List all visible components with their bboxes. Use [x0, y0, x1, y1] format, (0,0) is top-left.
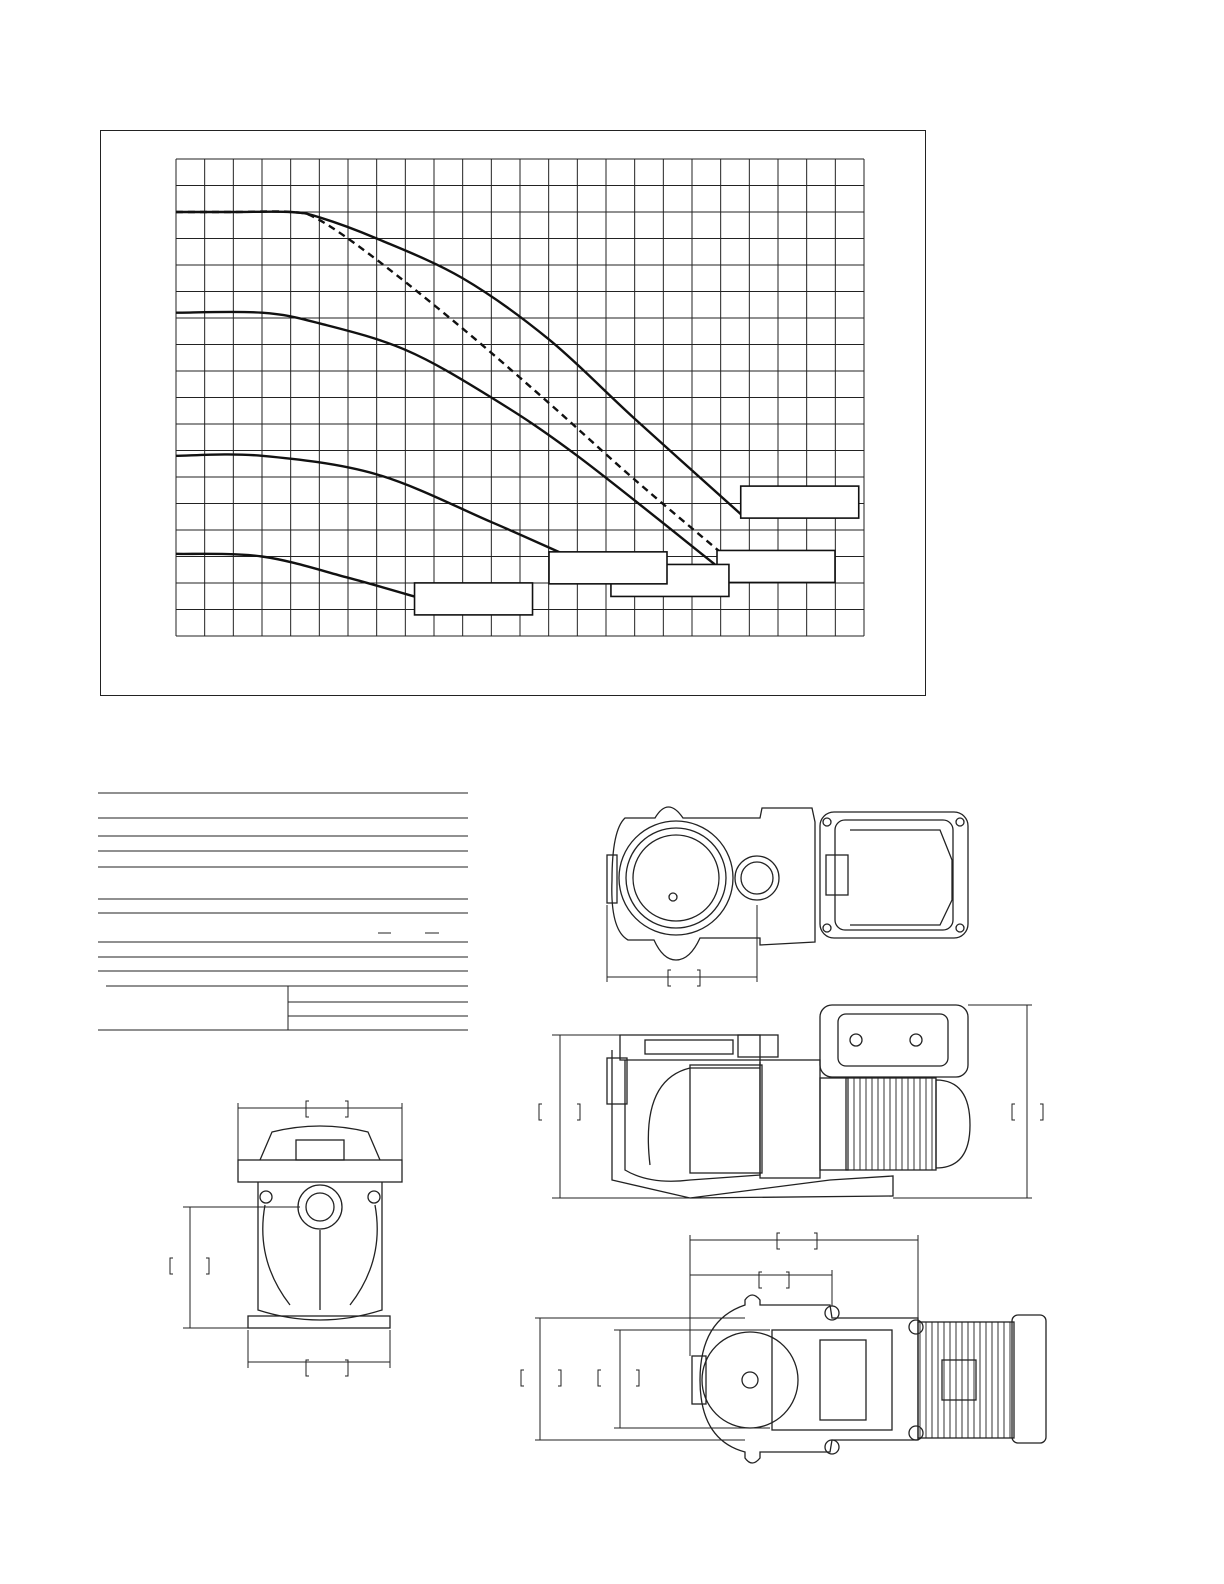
motor-cover-ridge [850, 830, 952, 925]
motor-end-cap-plan [1012, 1315, 1046, 1443]
pump-performance-chart [100, 130, 926, 696]
strainer-basket-housing [625, 1060, 760, 1181]
outlet-port-front [298, 1185, 342, 1229]
specification-table [98, 790, 468, 1035]
top-view-dimension [607, 905, 757, 986]
mount-bolt [909, 1426, 923, 1440]
performance-curve-3 [176, 312, 715, 565]
performance-curve-4 [176, 454, 563, 553]
drive-enclosure-side [820, 1005, 968, 1077]
plan-view-dimensions [521, 1233, 918, 1440]
pump-base [612, 1050, 893, 1198]
lid-handle [645, 1040, 733, 1054]
pump-housing-outline [612, 807, 815, 960]
motor-flange [820, 1078, 848, 1170]
mount-screw [956, 924, 964, 932]
motor-drive-inner [835, 820, 953, 930]
outlet-port-inner [741, 862, 773, 894]
performance-curve-2 [176, 211, 735, 564]
strainer-lid-inner [633, 835, 719, 921]
drive-screw [850, 1034, 862, 1046]
bolt-boss [260, 1191, 272, 1203]
motor-drive-enclosure [820, 812, 968, 938]
pump-front-view [238, 1126, 402, 1328]
outlet-port [735, 856, 779, 900]
seal-plate [760, 1060, 820, 1178]
volute-plan [772, 1330, 892, 1430]
mount-screw [823, 924, 831, 932]
front-view-dimensions [170, 1101, 402, 1376]
strainer-lid-side [620, 1035, 760, 1060]
lid-drain-hole [669, 893, 677, 901]
side-view-dimensions [539, 1005, 1043, 1198]
chart-curve-labels [415, 486, 859, 615]
motor-fins-plan [918, 1322, 1014, 1438]
lid-top-front [260, 1126, 380, 1160]
inlet-port [607, 855, 617, 903]
mount-screw [823, 818, 831, 826]
motor-end-cap [936, 1080, 970, 1168]
drive-connector [826, 855, 848, 895]
pump-side-view [607, 1005, 970, 1198]
chart-curves [176, 211, 741, 598]
curve-label-box-1 [741, 486, 859, 518]
pump-body-plan [700, 1295, 918, 1463]
strainer-center [742, 1372, 758, 1388]
basket-curve [648, 1068, 760, 1165]
performance-curve-1 [176, 212, 741, 514]
outlet-port-front-inner [306, 1193, 334, 1221]
curve-label-box-2 [717, 550, 835, 582]
mount-bolt [825, 1306, 839, 1320]
performance-curve-5 [176, 554, 423, 599]
mount-bolt [825, 1440, 839, 1454]
strainer-lid-ring [626, 828, 726, 928]
curve-label-box-4 [549, 552, 667, 584]
motor-junction [942, 1360, 976, 1400]
pump-body-front [258, 1182, 382, 1320]
motor-fins [846, 1078, 936, 1170]
volute-housing [690, 1065, 762, 1173]
base-plate-front [248, 1316, 390, 1328]
body-contour [263, 1205, 377, 1305]
inlet-port-plan [692, 1356, 706, 1404]
strainer-lid-outer [619, 821, 733, 935]
mount-bolt [909, 1320, 923, 1334]
mount-screw [956, 818, 964, 826]
pump-top-view [607, 807, 968, 960]
lid-flange-front [238, 1160, 402, 1182]
lid-lock-ring [738, 1035, 778, 1057]
seal-housing-plan [820, 1340, 866, 1420]
pump-plan-view [692, 1295, 1046, 1463]
chart-canvas [101, 131, 927, 697]
inlet-port-side [607, 1058, 627, 1104]
drive-screw [910, 1034, 922, 1046]
curve-label-box-5 [415, 583, 533, 615]
strainer-basket-plan [702, 1332, 798, 1428]
lid-handle-front [296, 1140, 344, 1160]
drive-enclosure-inner [838, 1014, 948, 1066]
bolt-boss [368, 1191, 380, 1203]
